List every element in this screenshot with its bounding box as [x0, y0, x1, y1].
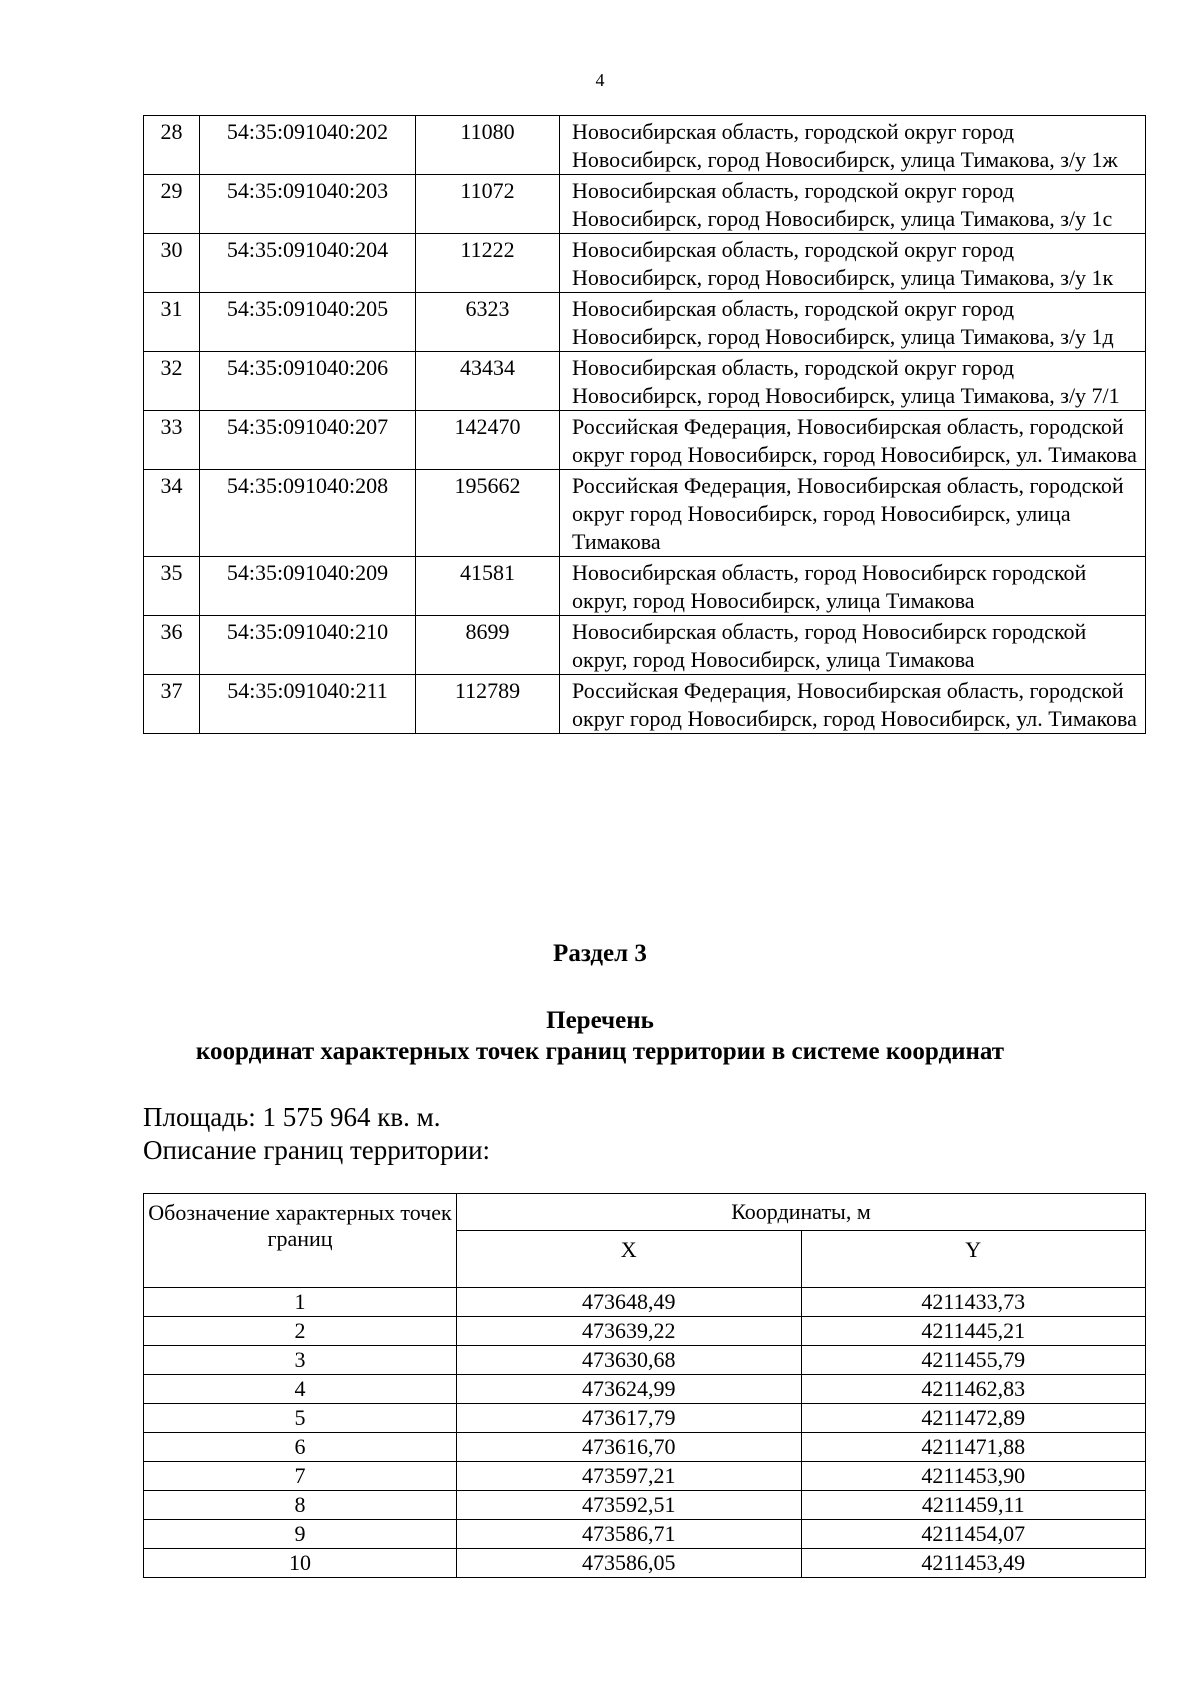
cadastral-number: 54:35:091040:208	[200, 470, 416, 557]
parcel-address: Российская Федерация, Новосибирская область, городской округ город Новосибирск, город Новосибирск, ул. Тимакова	[560, 675, 1146, 734]
parcels-table	[143, 115, 1146, 734]
parcel-area: 11080	[416, 116, 560, 175]
list-title-line2: координат характерных точек границ территории в системе координат	[195, 1038, 1005, 1065]
table-row	[144, 234, 1146, 293]
x-coordinate: 473624,99	[457, 1375, 802, 1404]
parcel-number: 37	[144, 675, 200, 734]
parcel-area: 8699	[416, 616, 560, 675]
page-number: 4	[595, 70, 605, 90]
parcel-number: 32	[144, 352, 200, 411]
table-row	[144, 1375, 1146, 1404]
parcel-area: 6323	[416, 293, 560, 352]
table-row	[144, 1520, 1146, 1549]
table-row	[144, 352, 1146, 411]
point-number: 6	[144, 1433, 457, 1462]
coordinates-table-body	[144, 1288, 1146, 1578]
section-title: Раздел 3	[553, 940, 647, 967]
parcel-area: 11222	[416, 234, 560, 293]
parcel-area: 43434	[416, 352, 560, 411]
point-number: 10	[144, 1549, 457, 1578]
table-row	[144, 1346, 1146, 1375]
cadastral-number: 54:35:091040:210	[200, 616, 416, 675]
parcel-number: 34	[144, 470, 200, 557]
parcel-number: 35	[144, 557, 200, 616]
table-row	[144, 175, 1146, 234]
x-coordinate: 473630,68	[457, 1346, 802, 1375]
x-coordinate: 473617,79	[457, 1404, 802, 1433]
parcel-address: Российская Федерация, Новосибирская область, городской округ город Новосибирск, город Новосибирск, улица Тимакова	[560, 470, 1146, 557]
coordinates-table-header	[144, 1194, 1146, 1288]
list-title	[0, 1005, 1200, 1067]
point-label-header: Обозначение характерных точек границ	[144, 1194, 457, 1288]
point-number: 8	[144, 1491, 457, 1520]
cadastral-number: 54:35:091040:209	[200, 557, 416, 616]
parcel-area: 11072	[416, 175, 560, 234]
table-row	[144, 116, 1146, 175]
y-coordinate: 4211472,89	[801, 1404, 1146, 1433]
parcel-number: 33	[144, 411, 200, 470]
y-coordinate: 4211453,90	[801, 1462, 1146, 1491]
x-header: X	[457, 1231, 802, 1288]
parcel-address: Новосибирская область, городской округ город Новосибирск, город Новосибирск, улица Тимакова, з/у 1с	[560, 175, 1146, 234]
table-row	[144, 675, 1146, 734]
table-row	[144, 1491, 1146, 1520]
table-row	[144, 1433, 1146, 1462]
y-header: Y	[801, 1231, 1146, 1288]
y-coordinate: 4211462,83	[801, 1375, 1146, 1404]
table-row	[144, 411, 1146, 470]
parcel-address: Новосибирская область, городской округ город Новосибирск, город Новосибирск, улица Тимакова, з/у 1д	[560, 293, 1146, 352]
x-coordinate: 473586,05	[457, 1549, 802, 1578]
y-coordinate: 4211445,21	[801, 1317, 1146, 1346]
parcel-area: 195662	[416, 470, 560, 557]
x-coordinate: 473639,22	[457, 1317, 802, 1346]
cadastral-number: 54:35:091040:202	[200, 116, 416, 175]
y-coordinate: 4211433,73	[801, 1288, 1146, 1317]
cadastral-number: 54:35:091040:211	[200, 675, 416, 734]
y-coordinate: 4211455,79	[801, 1346, 1146, 1375]
y-coordinate: 4211471,88	[801, 1433, 1146, 1462]
coordinates-table	[143, 1193, 1146, 1578]
point-number: 3	[144, 1346, 457, 1375]
parcel-area: 112789	[416, 675, 560, 734]
parcel-number: 36	[144, 616, 200, 675]
table-row	[144, 1549, 1146, 1578]
x-coordinate: 473648,49	[457, 1288, 802, 1317]
x-coordinate: 473586,71	[457, 1520, 802, 1549]
x-coordinate: 473616,70	[457, 1433, 802, 1462]
parcel-number: 30	[144, 234, 200, 293]
parcel-address: Новосибирская область, городской округ город Новосибирск, город Новосибирск, улица Тимакова, з/у 7/1	[560, 352, 1146, 411]
parcel-number: 28	[144, 116, 200, 175]
point-number: 4	[144, 1375, 457, 1404]
table-row	[144, 470, 1146, 557]
cadastral-number: 54:35:091040:203	[200, 175, 416, 234]
x-coordinate: 473592,51	[457, 1491, 802, 1520]
y-coordinate: 4211454,07	[801, 1520, 1146, 1549]
parcel-address: Новосибирская область, городской округ город Новосибирск, город Новосибирск, улица Тимакова, з/у 1ж	[560, 116, 1146, 175]
cadastral-number: 54:35:091040:205	[200, 293, 416, 352]
cadastral-number: 54:35:091040:206	[200, 352, 416, 411]
table-row	[144, 1288, 1146, 1317]
coordinates-header: Координаты, м	[457, 1194, 1146, 1231]
parcel-address: Российская Федерация, Новосибирская область, городской округ город Новосибирск, город Новосибирск, ул. Тимакова	[560, 411, 1146, 470]
parcel-number: 29	[144, 175, 200, 234]
y-coordinate: 4211453,49	[801, 1549, 1146, 1578]
table-row	[144, 1317, 1146, 1346]
parcel-area: 142470	[416, 411, 560, 470]
parcel-number: 31	[144, 293, 200, 352]
parcel-address: Новосибирская область, город Новосибирск городской округ, город Новосибирск, улица Тимакова	[560, 557, 1146, 616]
parcel-address: Новосибирская область, город Новосибирск городской округ, город Новосибирск, улица Тимакова	[560, 616, 1146, 675]
x-coordinate: 473597,21	[457, 1462, 802, 1491]
parcel-area: 41581	[416, 557, 560, 616]
point-number: 5	[144, 1404, 457, 1433]
point-number: 9	[144, 1520, 457, 1549]
point-number: 7	[144, 1462, 457, 1491]
y-coordinate: 4211459,11	[801, 1491, 1146, 1520]
point-number: 2	[144, 1317, 457, 1346]
area-text: Площадь: 1 575 964 кв. м.	[143, 1102, 441, 1132]
parcels-table-body	[144, 116, 1146, 734]
description-text: Описание границ территории:	[143, 1135, 491, 1165]
table-row	[144, 1404, 1146, 1433]
parcel-address: Новосибирская область, городской округ город Новосибирск, город Новосибирск, улица Тимакова, з/у 1к	[560, 234, 1146, 293]
table-row	[144, 1462, 1146, 1491]
list-title-line1: Перечень	[546, 1007, 654, 1034]
cadastral-number: 54:35:091040:207	[200, 411, 416, 470]
table-row	[144, 293, 1146, 352]
table-row	[144, 557, 1146, 616]
cadastral-number: 54:35:091040:204	[200, 234, 416, 293]
table-row	[144, 616, 1146, 675]
point-number: 1	[144, 1288, 457, 1317]
